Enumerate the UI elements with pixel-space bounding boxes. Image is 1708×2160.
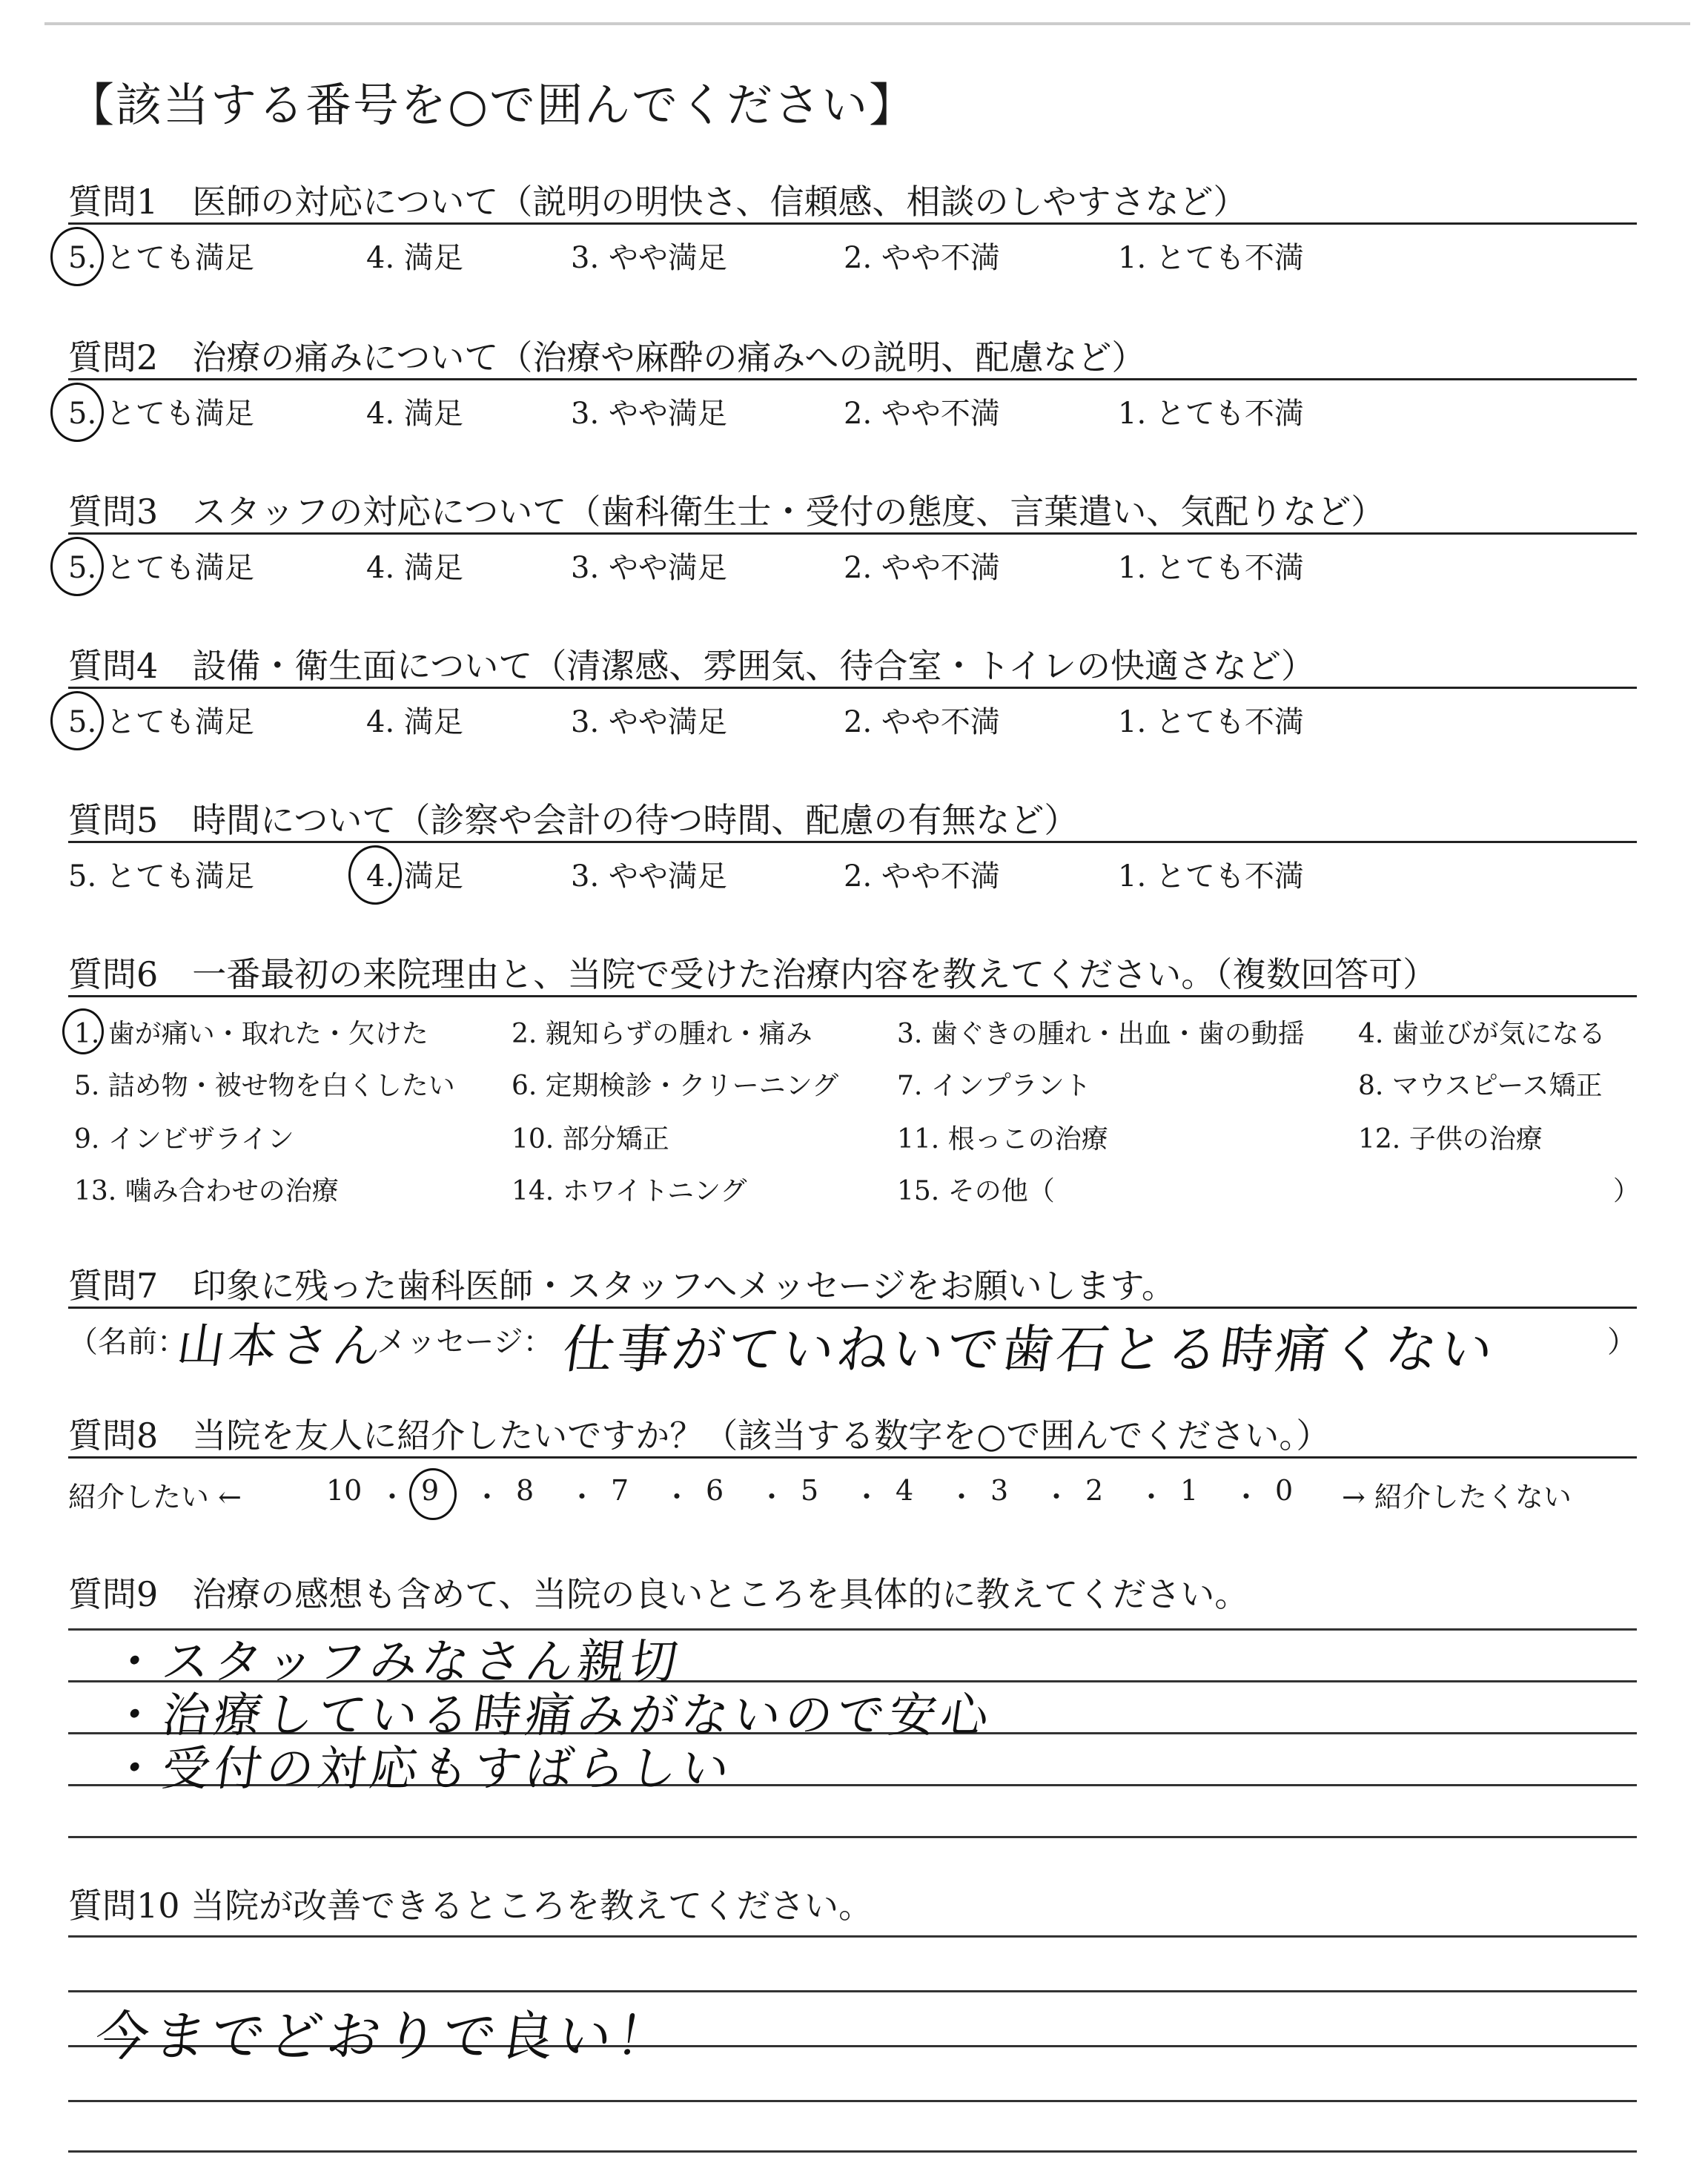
q7-message-value[interactable]: 仕事がていねいで歯石とる時痛くない <box>558 1319 1500 1380</box>
q3-option-2[interactable]: 2. やや不満 <box>844 551 1000 585</box>
q1-option-3[interactable]: 3. やや満足 <box>571 241 727 275</box>
q3-option-1[interactable]: 1. とても不満 <box>1118 551 1304 585</box>
page-heading: 【該当する番号を○で囲んでください】 <box>68 78 917 132</box>
scan-top-edge <box>44 22 1690 25</box>
q8-scale-10[interactable]: 10 <box>326 1474 363 1507</box>
q2-option-2[interactable]: 2. やや不満 <box>844 397 1000 431</box>
q8-title: 質問8 当院を友人に紹介したいですか？（該当する数字を○で囲んでください。） <box>68 1416 1331 1456</box>
q2-title: 質問2 治療の痛みについて（治療や麻酔の痛みへの説明、配慮など） <box>68 337 1146 377</box>
q6-option-7[interactable]: 7. インプラント <box>897 1071 1091 1101</box>
q10-rule-1 <box>68 1935 1637 1938</box>
q7-name-value[interactable]: 山本さん <box>173 1319 389 1374</box>
q5-option-1[interactable]: 1. とても不満 <box>1118 859 1304 894</box>
q8-scale-4[interactable]: 4 <box>896 1474 914 1507</box>
q6-option-13[interactable]: 13. 噛み合わせの治療 <box>74 1176 339 1206</box>
q7-title: 質問7 印象に残った歯科医師・スタッフへメッセージをお願いします。 <box>68 1266 1176 1306</box>
q4-selection-circle <box>50 691 104 750</box>
q8-scale-separator: ・ <box>568 1481 597 1513</box>
q10-rule-2 <box>68 1990 1637 1992</box>
q6-option-3[interactable]: 3. 歯ぐきの腫れ・出血・歯の動揺 <box>897 1019 1305 1049</box>
q4-option-1[interactable]: 1. とても不満 <box>1118 705 1304 739</box>
q6-option-10[interactable]: 10. 部分矯正 <box>512 1124 669 1155</box>
q6-rule <box>68 995 1637 997</box>
q4-title: 質問4 設備・衛生面について（清潔感、雰囲気、待合室・トイレの快適さなど） <box>68 646 1316 686</box>
q6-option-12[interactable]: 12. 子供の治療 <box>1358 1124 1543 1155</box>
q7-close-paren: ） <box>1607 1325 1637 1359</box>
q8-scale-separator: ・ <box>663 1481 692 1513</box>
q8-scale-separator: ・ <box>947 1481 976 1513</box>
q8-scale-separator: ・ <box>378 1481 407 1513</box>
q6-title: 質問6 一番最初の来院理由と、当院で受けた治療内容を教えてください。（複数回答可） <box>68 954 1437 994</box>
q3-rule <box>68 532 1637 535</box>
q2-rule <box>68 378 1637 380</box>
q5-selection-circle <box>348 845 402 905</box>
q1-option-1[interactable]: 1. とても不満 <box>1118 241 1304 275</box>
q7-message-label: メッセージ： <box>377 1325 553 1359</box>
q9-answer-1[interactable]: ・スタッフみなさん親切 <box>106 1635 686 1690</box>
q5-option-5[interactable]: 5. とても満足 <box>68 859 254 894</box>
q6-option-11[interactable]: 11. 根っこの治療 <box>897 1124 1108 1155</box>
q9-answer-3[interactable]: ・受付の対応もすばらしい <box>106 1742 738 1797</box>
q6-selection-circle <box>62 1008 104 1054</box>
q4-option-3[interactable]: 3. やや満足 <box>571 705 727 739</box>
q8-scale-1[interactable]: 1 <box>1180 1474 1199 1507</box>
q8-scale-8[interactable]: 8 <box>516 1474 534 1507</box>
q8-scale-3[interactable]: 3 <box>990 1474 1009 1507</box>
q6-option-4[interactable]: 4. 歯並びが気になる <box>1358 1019 1606 1049</box>
q10-answer[interactable]: 今までどおりで良い！ <box>91 2005 679 2067</box>
q8-scale-9[interactable]: 9 <box>421 1474 440 1507</box>
q5-title: 質問5 時間について（診察や会計の待つ時間、配慮の有無など） <box>68 800 1079 840</box>
q1-title: 質問1 医師の対応について（説明の明快さ、信頼感、相談のしやすさなど） <box>68 182 1248 222</box>
q8-scale-separator: ・ <box>1137 1481 1166 1513</box>
q6-option-9[interactable]: 9. インビザライン <box>74 1124 294 1155</box>
q8-scale-0[interactable]: 0 <box>1275 1474 1294 1507</box>
q6-option-6[interactable]: 6. 定期検診・クリーニング <box>512 1071 839 1101</box>
q8-rule <box>68 1456 1637 1459</box>
q2-option-1[interactable]: 1. とても不満 <box>1118 397 1304 431</box>
q8-right-label: → 紹介したくない <box>1342 1481 1572 1513</box>
q6-option-1[interactable]: 1. 歯が痛い・取れた・欠けた <box>74 1019 428 1049</box>
q6-other-close: ） <box>1613 1176 1641 1206</box>
q8-selection-circle <box>409 1468 457 1520</box>
q10-rule-4 <box>68 2100 1637 2102</box>
q3-option-3[interactable]: 3. やや満足 <box>571 551 727 585</box>
q9-answer-2[interactable]: ・治療している時痛みがないので安心 <box>106 1688 997 1743</box>
q5-option-2[interactable]: 2. やや不満 <box>844 859 1000 894</box>
q8-scale-5[interactable]: 5 <box>801 1474 819 1507</box>
q6-option-8[interactable]: 8. マウスピース矯正 <box>1358 1071 1603 1101</box>
q9-title: 質問9 治療の感想も含めて、当院の良いところを具体的に教えてください。 <box>68 1574 1249 1614</box>
q3-title: 質問3 スタッフの対応について（歯科衛生士・受付の態度、言葉遣い、気配りなど） <box>68 492 1386 532</box>
q8-scale-separator: ・ <box>853 1481 881 1513</box>
q8-scale-2[interactable]: 2 <box>1085 1474 1104 1507</box>
q1-selection-circle <box>50 227 104 286</box>
q6-option-14[interactable]: 14. ホワイトニング <box>512 1176 747 1206</box>
q1-option-2[interactable]: 2. やや不満 <box>844 241 1000 275</box>
q3-option-5[interactable]: 5. とても満足 <box>68 551 254 585</box>
q2-option-4[interactable]: 4. 満足 <box>366 397 463 431</box>
q5-option-3[interactable]: 3. やや満足 <box>571 859 727 894</box>
q10-title: 質問10 当院が改善できるところを教えてください。 <box>68 1886 873 1926</box>
q1-rule <box>68 222 1637 225</box>
q5-rule <box>68 841 1637 843</box>
q8-scale-7[interactable]: 7 <box>611 1474 629 1507</box>
q2-option-3[interactable]: 3. やや満足 <box>571 397 727 431</box>
q7-name-label: （名前： <box>68 1325 187 1359</box>
q10-rule-5 <box>68 2150 1637 2153</box>
q9-rule-5 <box>68 1836 1637 1838</box>
q2-selection-circle <box>50 383 104 442</box>
q2-option-5[interactable]: 5. とても満足 <box>68 397 254 431</box>
q8-scale-6[interactable]: 6 <box>706 1474 724 1507</box>
q6-option-2[interactable]: 2. 親知らずの腫れ・痛み <box>512 1019 812 1049</box>
q6-option-15[interactable]: 15. その他（ <box>897 1176 1055 1206</box>
q3-option-4[interactable]: 4. 満足 <box>366 551 463 585</box>
q8-scale-separator: ・ <box>1042 1481 1071 1513</box>
q8-scale-separator: ・ <box>473 1481 502 1513</box>
q4-option-4[interactable]: 4. 満足 <box>366 705 463 739</box>
q4-option-5[interactable]: 5. とても満足 <box>68 705 254 739</box>
q4-option-2[interactable]: 2. やや不満 <box>844 705 1000 739</box>
q3-selection-circle <box>50 537 104 596</box>
q6-option-5[interactable]: 5. 詰め物・被せ物を白くしたい <box>74 1071 455 1101</box>
q1-option-4[interactable]: 4. 満足 <box>366 241 463 275</box>
q8-scale-separator: ・ <box>1232 1481 1261 1513</box>
q8-left-label: 紹介したい ← <box>68 1481 242 1513</box>
q4-rule <box>68 687 1637 689</box>
q5-option-4[interactable]: 4. 満足 <box>366 859 463 894</box>
q1-option-5[interactable]: 5. とても満足 <box>68 241 254 275</box>
q8-scale-separator: ・ <box>758 1481 787 1513</box>
